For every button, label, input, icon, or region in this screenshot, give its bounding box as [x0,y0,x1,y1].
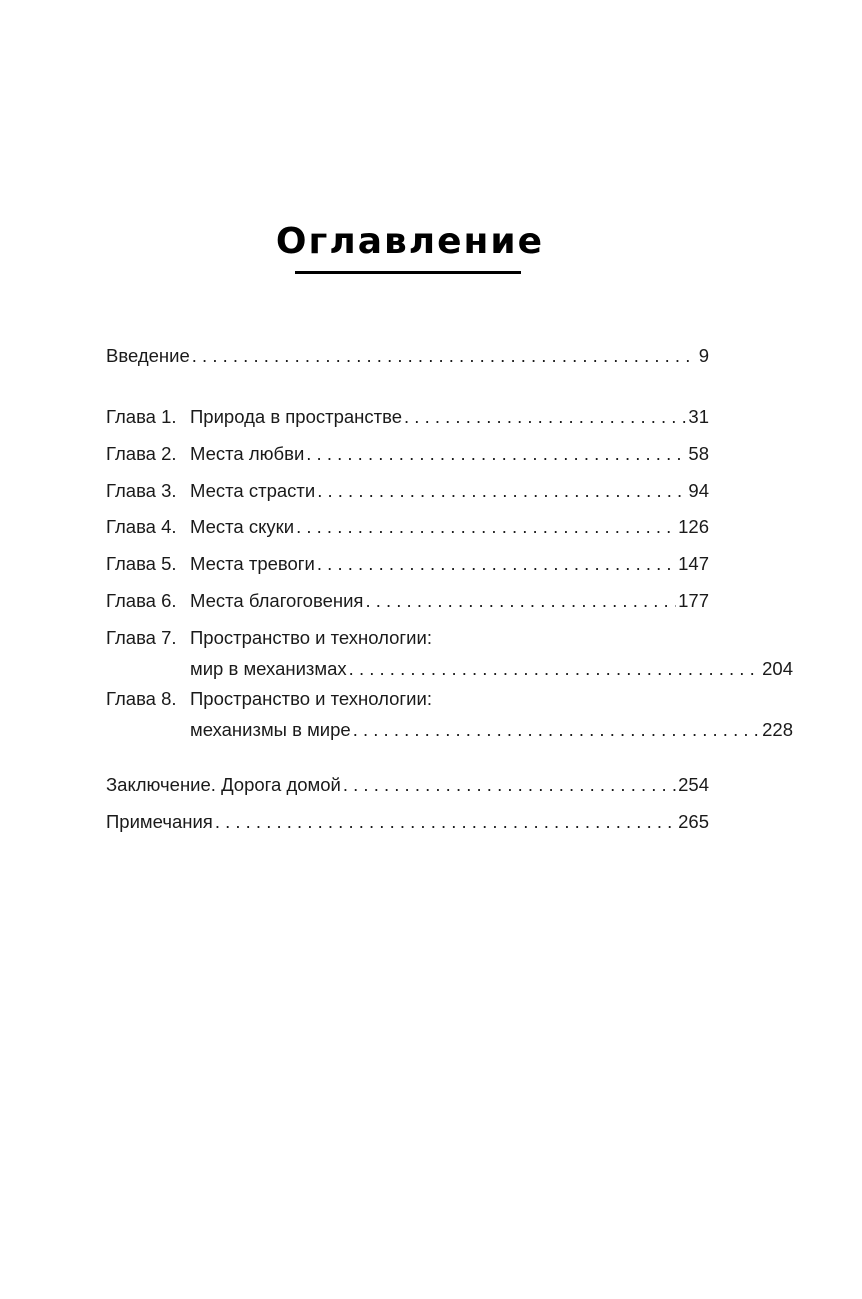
toc-entry-notes[interactable] [106,809,709,835]
toc-entry-title-line-1: Пространство и технологии: [190,627,432,648]
chapter-label: Глава 8. [106,688,177,709]
dot-leader [317,478,686,504]
toc-entry-title-line-1: Пространство и технологии: [190,688,432,709]
toc-entry-chapter-6[interactable] [106,588,709,614]
toc-entry-page: 58 [688,443,709,464]
toc-entry-conclusion[interactable] [106,772,709,798]
toc-entry-title-line-2: мир в механизмах [190,658,347,679]
dot-leader [317,551,676,577]
toc-entry-title: Места страсти [190,480,316,501]
toc-entry-chapter-5[interactable] [106,551,709,577]
chapter-label: Глава 1. [106,406,177,427]
toc-entry-page: 9 [698,345,709,366]
toc-entry-chapter-8[interactable] [106,686,793,742]
dot-leader [349,656,760,682]
chapter-label: Глава 3. [106,480,177,501]
dot-leader [365,588,676,614]
dot-leader [192,343,697,369]
chapter-label: Глава 6. [106,590,177,611]
title-underline [295,271,521,274]
toc-entry-chapter-7[interactable] [106,625,793,681]
toc-entry-title: Заключение. Дорога домой [106,774,341,795]
dot-leader [215,809,676,835]
dot-leader [343,772,676,798]
chapter-label: Глава 5. [106,553,177,574]
page-title: Оглавление [275,221,545,262]
toc-entry-title: Примечания [106,811,213,832]
toc-entry-page: 204 [762,658,793,679]
toc-entry-page: 177 [678,590,709,611]
toc-entry-title: Места любви [190,443,305,464]
toc-entry-title: Природа в пространстве [190,406,403,427]
chapter-label: Глава 7. [106,627,177,648]
toc-entry-page: 254 [678,774,709,795]
toc-entry-title: Введение [106,345,190,366]
toc-entry-chapter-1[interactable] [106,404,709,430]
toc-entry-page: 31 [688,406,709,427]
toc-entry-title-line-2: механизмы в мире [190,719,351,740]
toc-entry-page: 126 [678,516,709,537]
dot-leader [306,441,686,467]
toc-entry-page: 94 [688,480,709,501]
toc-entry-chapter-3[interactable] [106,478,709,504]
toc-entry-title: Места благоговения [190,590,364,611]
dot-leader [404,404,686,430]
dot-leader [353,717,760,743]
dot-leader [296,514,676,540]
toc-entry-page: 265 [678,811,709,832]
toc-entry-chapter-2[interactable] [106,441,709,467]
toc-entry-chapter-4[interactable] [106,514,709,540]
toc-entry-title: Места тревоги [190,553,315,574]
toc-entry-title: Места скуки [190,516,295,537]
chapter-label: Глава 4. [106,516,177,537]
toc-entry-page: 228 [762,719,793,740]
chapter-label: Глава 2. [106,443,177,464]
toc-entry-intro[interactable] [106,343,709,369]
toc-entry-page: 147 [678,553,709,574]
